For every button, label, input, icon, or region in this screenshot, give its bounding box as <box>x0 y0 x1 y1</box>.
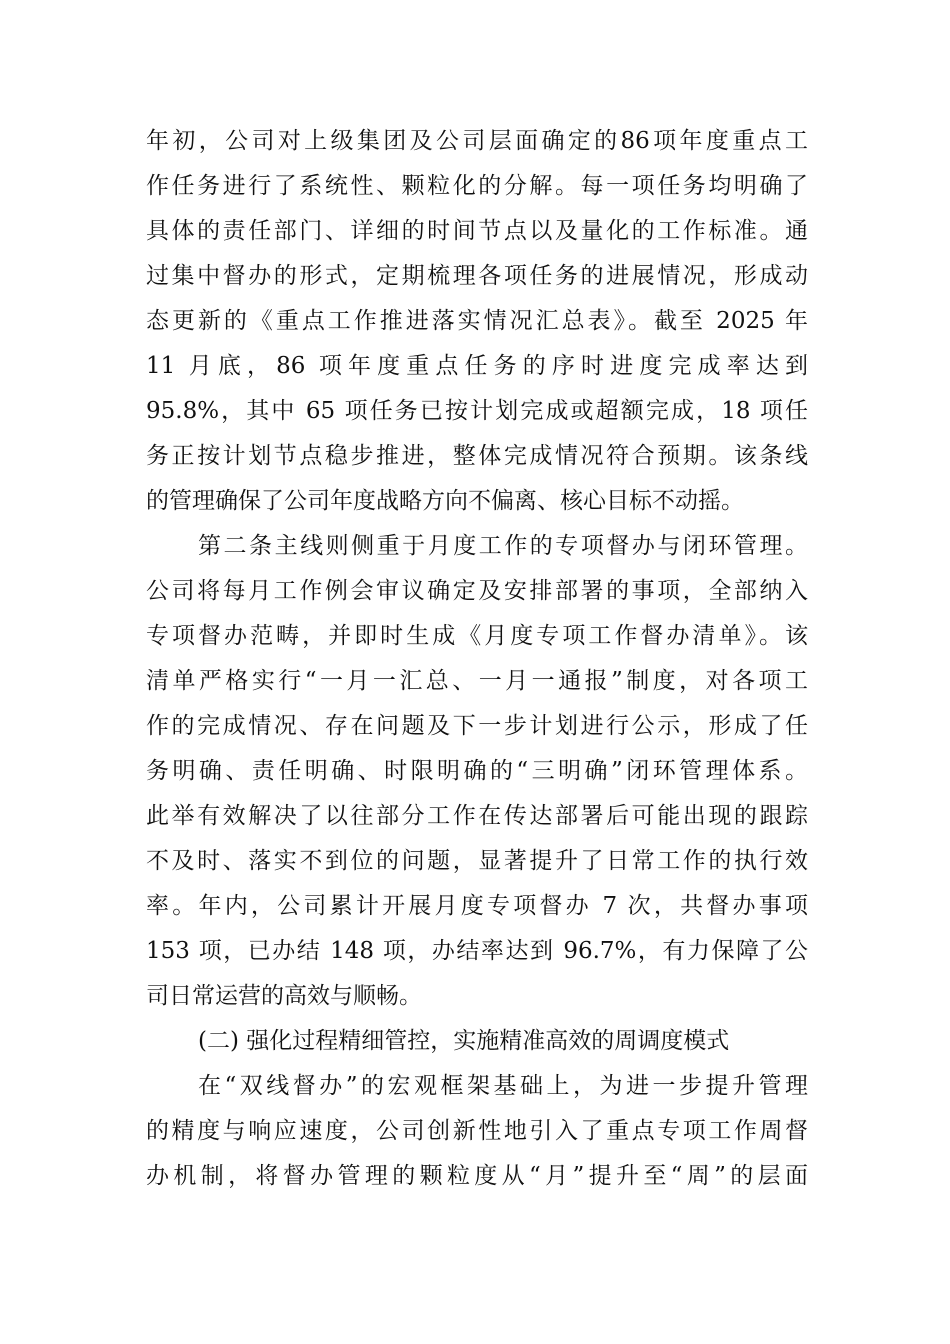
paragraph-annual-tasks <box>146 119 808 524</box>
text-line: 在“双线督办”的宏观框架基础上，为进一步提升管理 <box>198 1073 808 1099</box>
paragraph-weekly-dispatch <box>146 1064 808 1199</box>
text-line: 务正按计划节点稳步推进，整体完成情况符合预期。该条线 <box>146 443 808 469</box>
text-line: 此举有效解决了以往部分工作在传达部署后可能出现的跟踪 <box>146 803 808 829</box>
paragraph-monthly-supervision <box>146 524 808 1019</box>
text-line: 不及时、落实不到位的问题，显著提升了日常工作的执行效 <box>146 848 808 874</box>
document-body <box>146 119 808 1199</box>
text-line: 作的完成情况、存在问题及下一步计划进行公示，形成了任 <box>146 713 808 739</box>
text-line: 专项督办范畴，并即时生成《月度专项工作督办清单》。该 <box>146 623 808 649</box>
text-line: 年初，公司对上级集团及公司层面确定的86项年度重点工 <box>146 128 808 154</box>
text-line: 具体的责任部门、详细的时间节点以及量化的工作标准。通 <box>146 218 808 244</box>
text-line: 第二条主线则侧重于月度工作的专项督办与闭环管理。 <box>198 533 808 559</box>
text-line: 办机制，将督办管理的颗粒度从“月”提升至“周”的层面 <box>146 1163 808 1189</box>
text-line: 清单严格实行“一月一汇总、一月一通报”制度，对各项工 <box>146 668 808 694</box>
text-line: 过集中督办的形式，定期梳理各项任务的进展情况，形成动 <box>146 263 808 289</box>
text-line: 95.8%，其中 65 项任务已按计划完成或超额完成，18 项任 <box>146 398 808 424</box>
text-line: 公司将每月工作例会审议确定及安排部署的事项，全部纳入 <box>146 578 808 604</box>
text-line: 153 项，已办结 148 项，办结率达到 96.7%，有力保障了公 <box>146 938 808 964</box>
text-line: 的精度与响应速度，公司创新性地引入了重点专项工作周督 <box>146 1118 808 1144</box>
text-line: 作任务进行了系统性、颗粒化的分解。每一项任务均明确了 <box>146 173 808 199</box>
text-line: 11 月底，86 项年度重点任务的序时进度完成率达到 <box>146 353 808 379</box>
text-line: 态更新的《重点工作推进落实情况汇总表》。截至 2025 年 <box>146 308 808 334</box>
section-heading: (二) 强化过程精细管控，实施精准高效的周调度模式 <box>198 1028 730 1054</box>
text-line: 率。年内，公司累计开展月度专项督办 7 次，共督办事项 <box>146 893 808 919</box>
text-line: 司日常运营的高效与顺畅。 <box>146 983 422 1009</box>
text-line: 务明确、责任明确、时限明确的“三明确”闭环管理体系。 <box>146 758 808 784</box>
text-line: 的管理确保了公司年度战略方向不偏离、核心目标不动摇。 <box>146 488 744 514</box>
